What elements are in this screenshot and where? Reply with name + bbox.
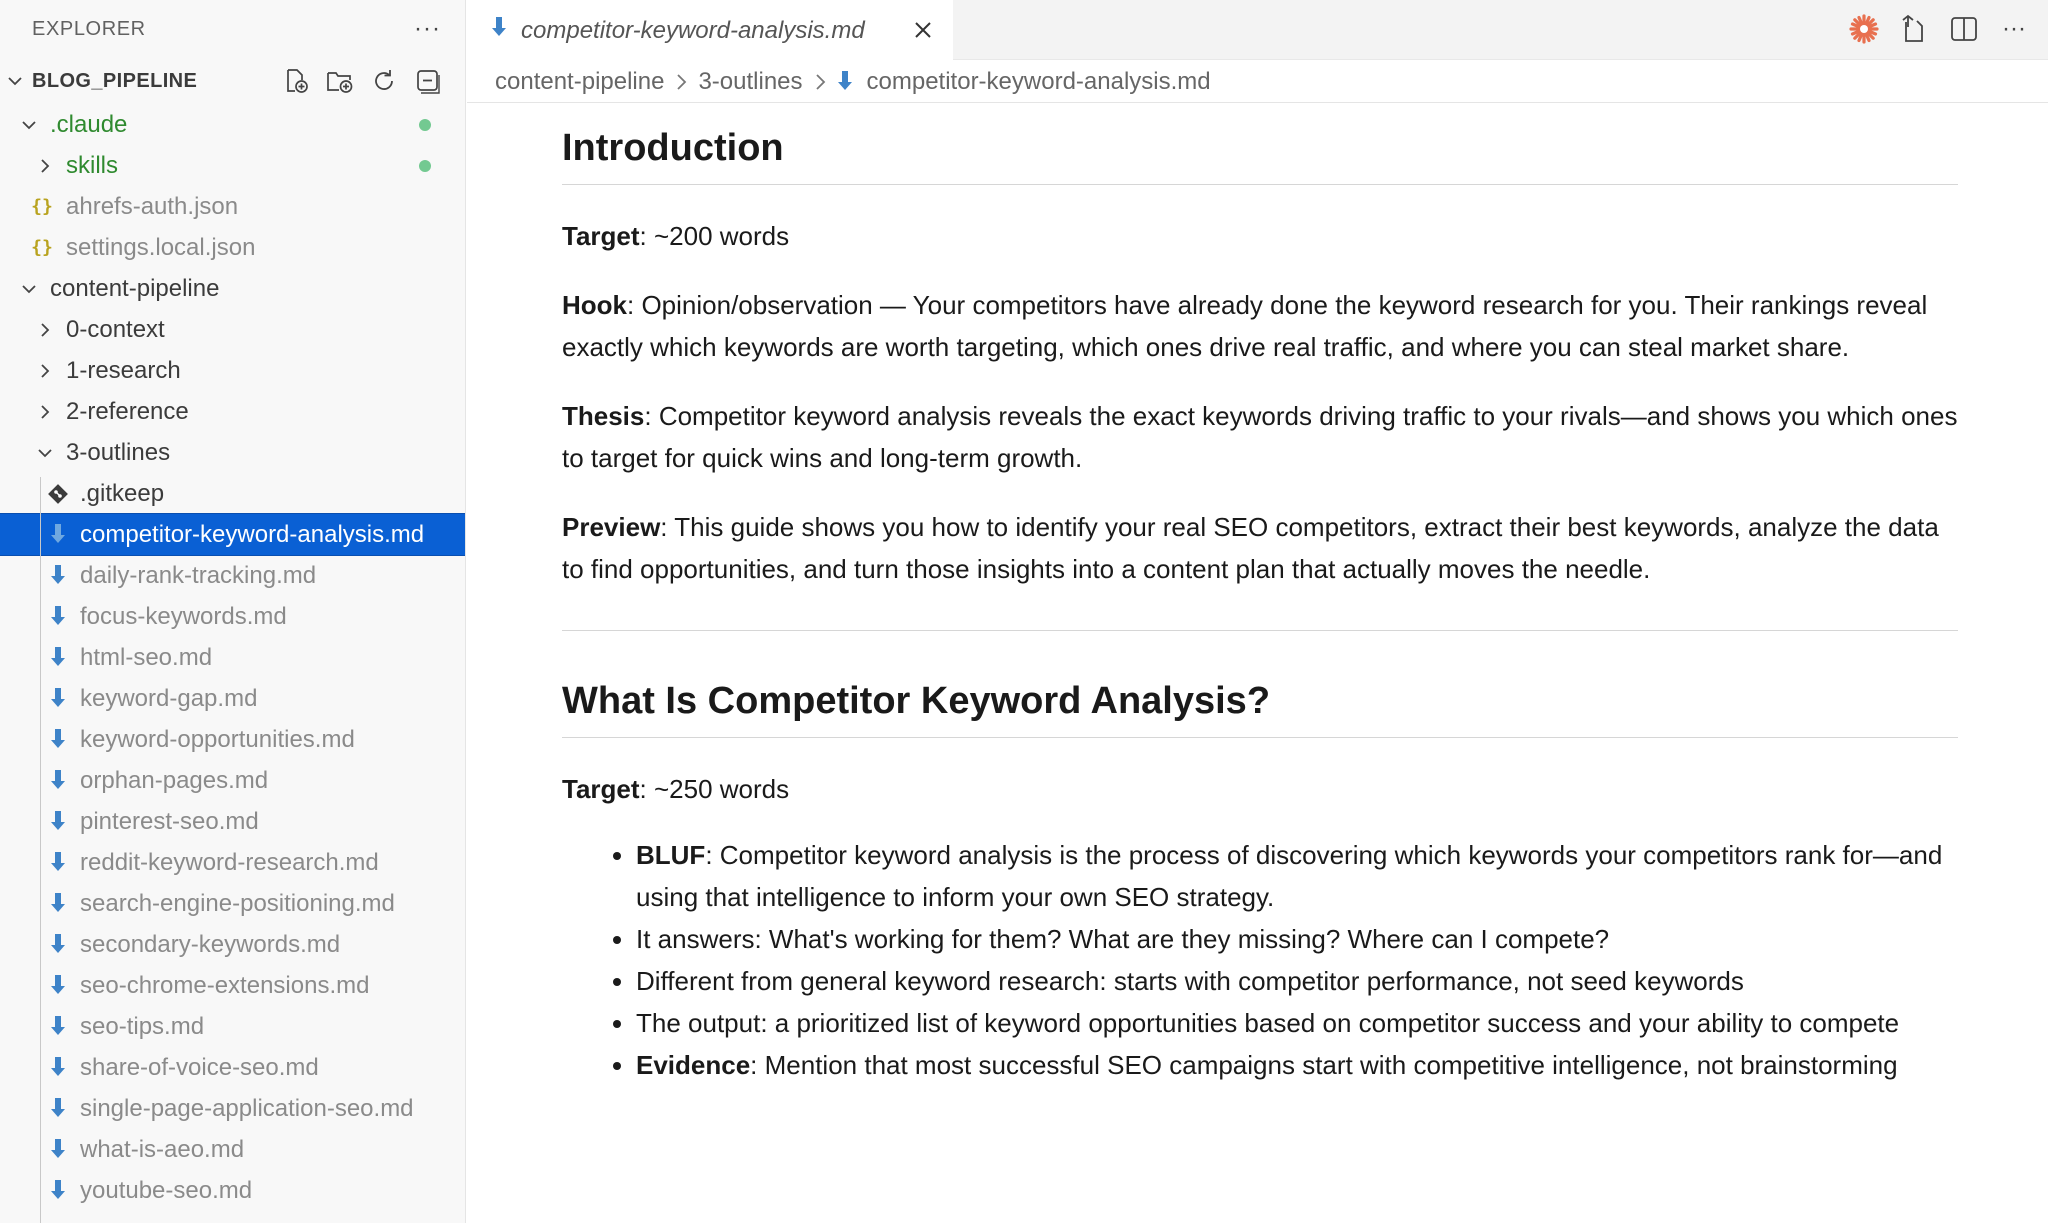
file-item-focus-keywords-md[interactable]	[0, 596, 465, 637]
file-item-seo-tips-md[interactable]	[0, 1006, 465, 1047]
breadcrumb	[467, 61, 2048, 103]
tree-item-label: secondary-keywords.md	[80, 930, 341, 958]
chevron-down-icon	[4, 70, 26, 92]
tree-item-label: .claude	[50, 110, 128, 138]
markdown-icon	[46, 1096, 70, 1122]
markdown-icon	[491, 16, 507, 45]
file-item-keyword-gap-md[interactable]	[0, 678, 465, 719]
tree-item-label: 0-context	[66, 315, 165, 343]
explorer-actions	[281, 66, 443, 96]
tree-item-label: focus-keywords.md	[80, 602, 287, 630]
tree-item-label: 2-reference	[66, 397, 189, 425]
explorer-header	[0, 0, 465, 58]
tree-item-label: keyword-opportunities.md	[80, 725, 355, 753]
file-item-pinterest-seo-md[interactable]	[0, 801, 465, 842]
file-item-competitor-keyword-analysis-md[interactable]	[0, 514, 465, 555]
new-file-icon[interactable]	[281, 66, 311, 96]
chevron-right-icon	[674, 72, 688, 92]
markdown-icon	[46, 1014, 70, 1040]
markdown-icon	[46, 809, 70, 835]
close-icon[interactable]	[907, 14, 939, 46]
more-actions-icon[interactable]: ···	[2002, 15, 2026, 42]
horizontal-rule	[562, 630, 1958, 631]
list-item: • Different from general keyword research: starts with competitor performance, not seed keywords	[636, 960, 1958, 1002]
markdown-icon	[837, 70, 853, 94]
modified-indicator	[419, 119, 431, 131]
file-item-seo-chrome-extensions-md[interactable]	[0, 965, 465, 1006]
folder-item-3-outlines[interactable]	[0, 432, 465, 473]
list-item: • It answers: What's working for them? What are they missing? Where can I compete?	[636, 918, 1958, 960]
chevron-right-icon	[34, 360, 56, 382]
tree-item-label: orphan-pages.md	[80, 766, 269, 794]
workspace-root-label: BLOG_PIPELINE	[32, 69, 198, 92]
paragraph-hook: Hook: Opinion/observation — Your competitors have already done the keyword research for you. Their rankings reveal exactly which keywords are worth targeting, which ones drive real traffic, and where you can steal market share.	[562, 290, 1928, 362]
file-item-keyword-opportunities-md[interactable]	[0, 719, 465, 760]
indent-guide	[40, 477, 41, 1223]
markdown-icon	[46, 563, 70, 589]
file-item-share-of-voice-seo-md[interactable]	[0, 1047, 465, 1088]
git-icon	[46, 481, 70, 507]
file-item-gitkeep[interactable]	[0, 473, 465, 514]
tree-item-label: pinterest-seo.md	[80, 807, 259, 835]
tree-item-label: settings.local.json	[66, 233, 256, 261]
markdown-icon	[46, 604, 70, 630]
ellipsis-icon[interactable]: ···	[414, 15, 441, 42]
list-item: • Evidence: Mention that most successful SEO campaigns start with competitive intelligence, not brainstorming	[636, 1044, 1958, 1086]
tree-item-label: .gitkeep	[80, 479, 165, 507]
open-changes-icon[interactable]	[1898, 12, 1930, 46]
json-icon: {}	[31, 196, 53, 217]
markdown-icon	[46, 727, 70, 753]
markdown-icon	[46, 686, 70, 712]
file-item-settings-local-json[interactable]	[0, 227, 465, 268]
heading-what-is: What Is Competitor Keyword Analysis?	[562, 677, 1958, 738]
breadcrumb-3-outlines[interactable]: 3-outlines	[698, 67, 803, 95]
explorer-sidebar	[0, 0, 466, 1223]
tree-item-label: 3-outlines	[66, 438, 171, 466]
workspace-root[interactable]	[0, 58, 465, 104]
markdown-icon	[46, 932, 70, 958]
tree-item-label: reddit-keyword-research.md	[80, 848, 379, 876]
bullet-list	[562, 834, 1958, 1086]
markdown-preview	[562, 104, 1958, 1223]
file-item-html-seo-md[interactable]	[0, 637, 465, 678]
folder-item-skills[interactable]	[0, 145, 465, 186]
markdown-icon	[46, 522, 70, 548]
tab-competitor-keyword-analysis[interactable]	[467, 0, 953, 61]
list-item: • BLUF: Competitor keyword analysis is the process of discovering which keywords your competitors rank for—and using that intelligence to inform your own SEO strategy.	[636, 834, 1958, 918]
collapse-all-icon[interactable]	[413, 66, 443, 96]
markdown-icon	[46, 768, 70, 794]
folder-item-1-research[interactable]	[0, 350, 465, 391]
editor-actions	[1848, 12, 2030, 46]
tree-item-label: youtube-seo.md	[80, 1176, 253, 1204]
tree-item-label: what-is-aeo.md	[80, 1135, 245, 1163]
tab-label: competitor-keyword-analysis.md	[521, 16, 865, 44]
tree-item-label: seo-tips.md	[80, 1012, 205, 1040]
folder-item-0-context[interactable]	[0, 309, 465, 350]
tree-item-label: keyword-gap.md	[80, 684, 258, 712]
markdown-icon	[46, 850, 70, 876]
tree-item-label: daily-rank-tracking.md	[80, 561, 317, 589]
tree-item-label: content-pipeline	[50, 274, 220, 302]
file-item-search-engine-positioning-md[interactable]	[0, 883, 465, 924]
chevron-down-icon	[18, 278, 40, 300]
file-item-secondary-keywords-md[interactable]	[0, 924, 465, 965]
file-tree	[0, 104, 465, 1211]
chevron-down-icon	[18, 114, 40, 136]
folder-item-2-reference[interactable]	[0, 391, 465, 432]
markdown-icon	[46, 1137, 70, 1163]
markdown-icon	[46, 645, 70, 671]
tree-item-label: single-page-application-seo.md	[80, 1094, 414, 1122]
file-item-reddit-keyword-research-md[interactable]	[0, 842, 465, 883]
markdown-icon	[46, 1055, 70, 1081]
new-folder-icon[interactable]	[325, 66, 355, 96]
file-item-youtube-seo-md[interactable]	[0, 1170, 465, 1211]
breadcrumb-content-pipeline[interactable]: content-pipeline	[495, 67, 665, 95]
split-editor-icon[interactable]	[1948, 12, 1980, 46]
modified-indicator	[419, 160, 431, 172]
markdown-icon	[46, 891, 70, 917]
paragraph-target-2: Target: ~250 words	[562, 774, 790, 804]
tree-item-label: seo-chrome-extensions.md	[80, 971, 370, 999]
tree-item-label: search-engine-positioning.md	[80, 889, 395, 917]
list-item: • The output: a prioritized list of keyword opportunities based on competitor success and your ability to compete	[636, 1002, 1958, 1044]
refresh-icon[interactable]	[369, 66, 399, 96]
file-item-daily-rank-tracking-md[interactable]	[0, 555, 465, 596]
tree-item-label: competitor-keyword-analysis.md	[80, 520, 425, 548]
file-item-what-is-aeo-md[interactable]	[0, 1129, 465, 1170]
heading-introduction: Introduction	[562, 124, 1958, 185]
paragraph-preview: Preview: This guide shows you how to identify your real SEO competitors, extract their best keywords, analyze the data to find opportunities, and turn those insights into a content plan that actually moves the needle.	[562, 512, 1939, 584]
file-item-orphan-pages-md[interactable]	[0, 760, 465, 801]
tree-item-label: ahrefs-auth.json	[66, 192, 239, 220]
chevron-down-icon	[34, 442, 56, 464]
tree-item-label: 1-research	[66, 356, 181, 384]
folder-item-content-pipeline[interactable]	[0, 268, 465, 309]
paragraph-thesis: Thesis: Competitor keyword analysis reveals the exact keywords driving traffic to your rivals—and shows you which ones to target for quick wins and long-term growth.	[562, 401, 1958, 473]
chevron-right-icon	[34, 155, 56, 177]
folder-item-claude[interactable]	[0, 104, 465, 145]
file-item-ahrefs-auth-json[interactable]	[0, 186, 465, 227]
editor-tab-bar	[467, 0, 2048, 60]
markdown-icon	[46, 1178, 70, 1204]
file-item-single-page-application-seo-md[interactable]	[0, 1088, 465, 1129]
markdown-icon	[46, 973, 70, 999]
explorer-title: EXPLORER	[32, 17, 146, 40]
json-icon: {}	[31, 237, 53, 258]
chevron-right-icon	[813, 72, 827, 92]
claude-icon[interactable]	[1848, 12, 1880, 46]
chevron-right-icon	[34, 401, 56, 423]
paragraph-target: Target: ~200 words	[562, 221, 790, 251]
tree-item-label: share-of-voice-seo.md	[80, 1053, 319, 1081]
tree-item-label: html-seo.md	[80, 643, 213, 671]
tree-item-label: skills	[66, 151, 118, 179]
breadcrumb-file[interactable]: competitor-keyword-analysis.md	[866, 67, 1211, 95]
chevron-right-icon	[34, 319, 56, 341]
